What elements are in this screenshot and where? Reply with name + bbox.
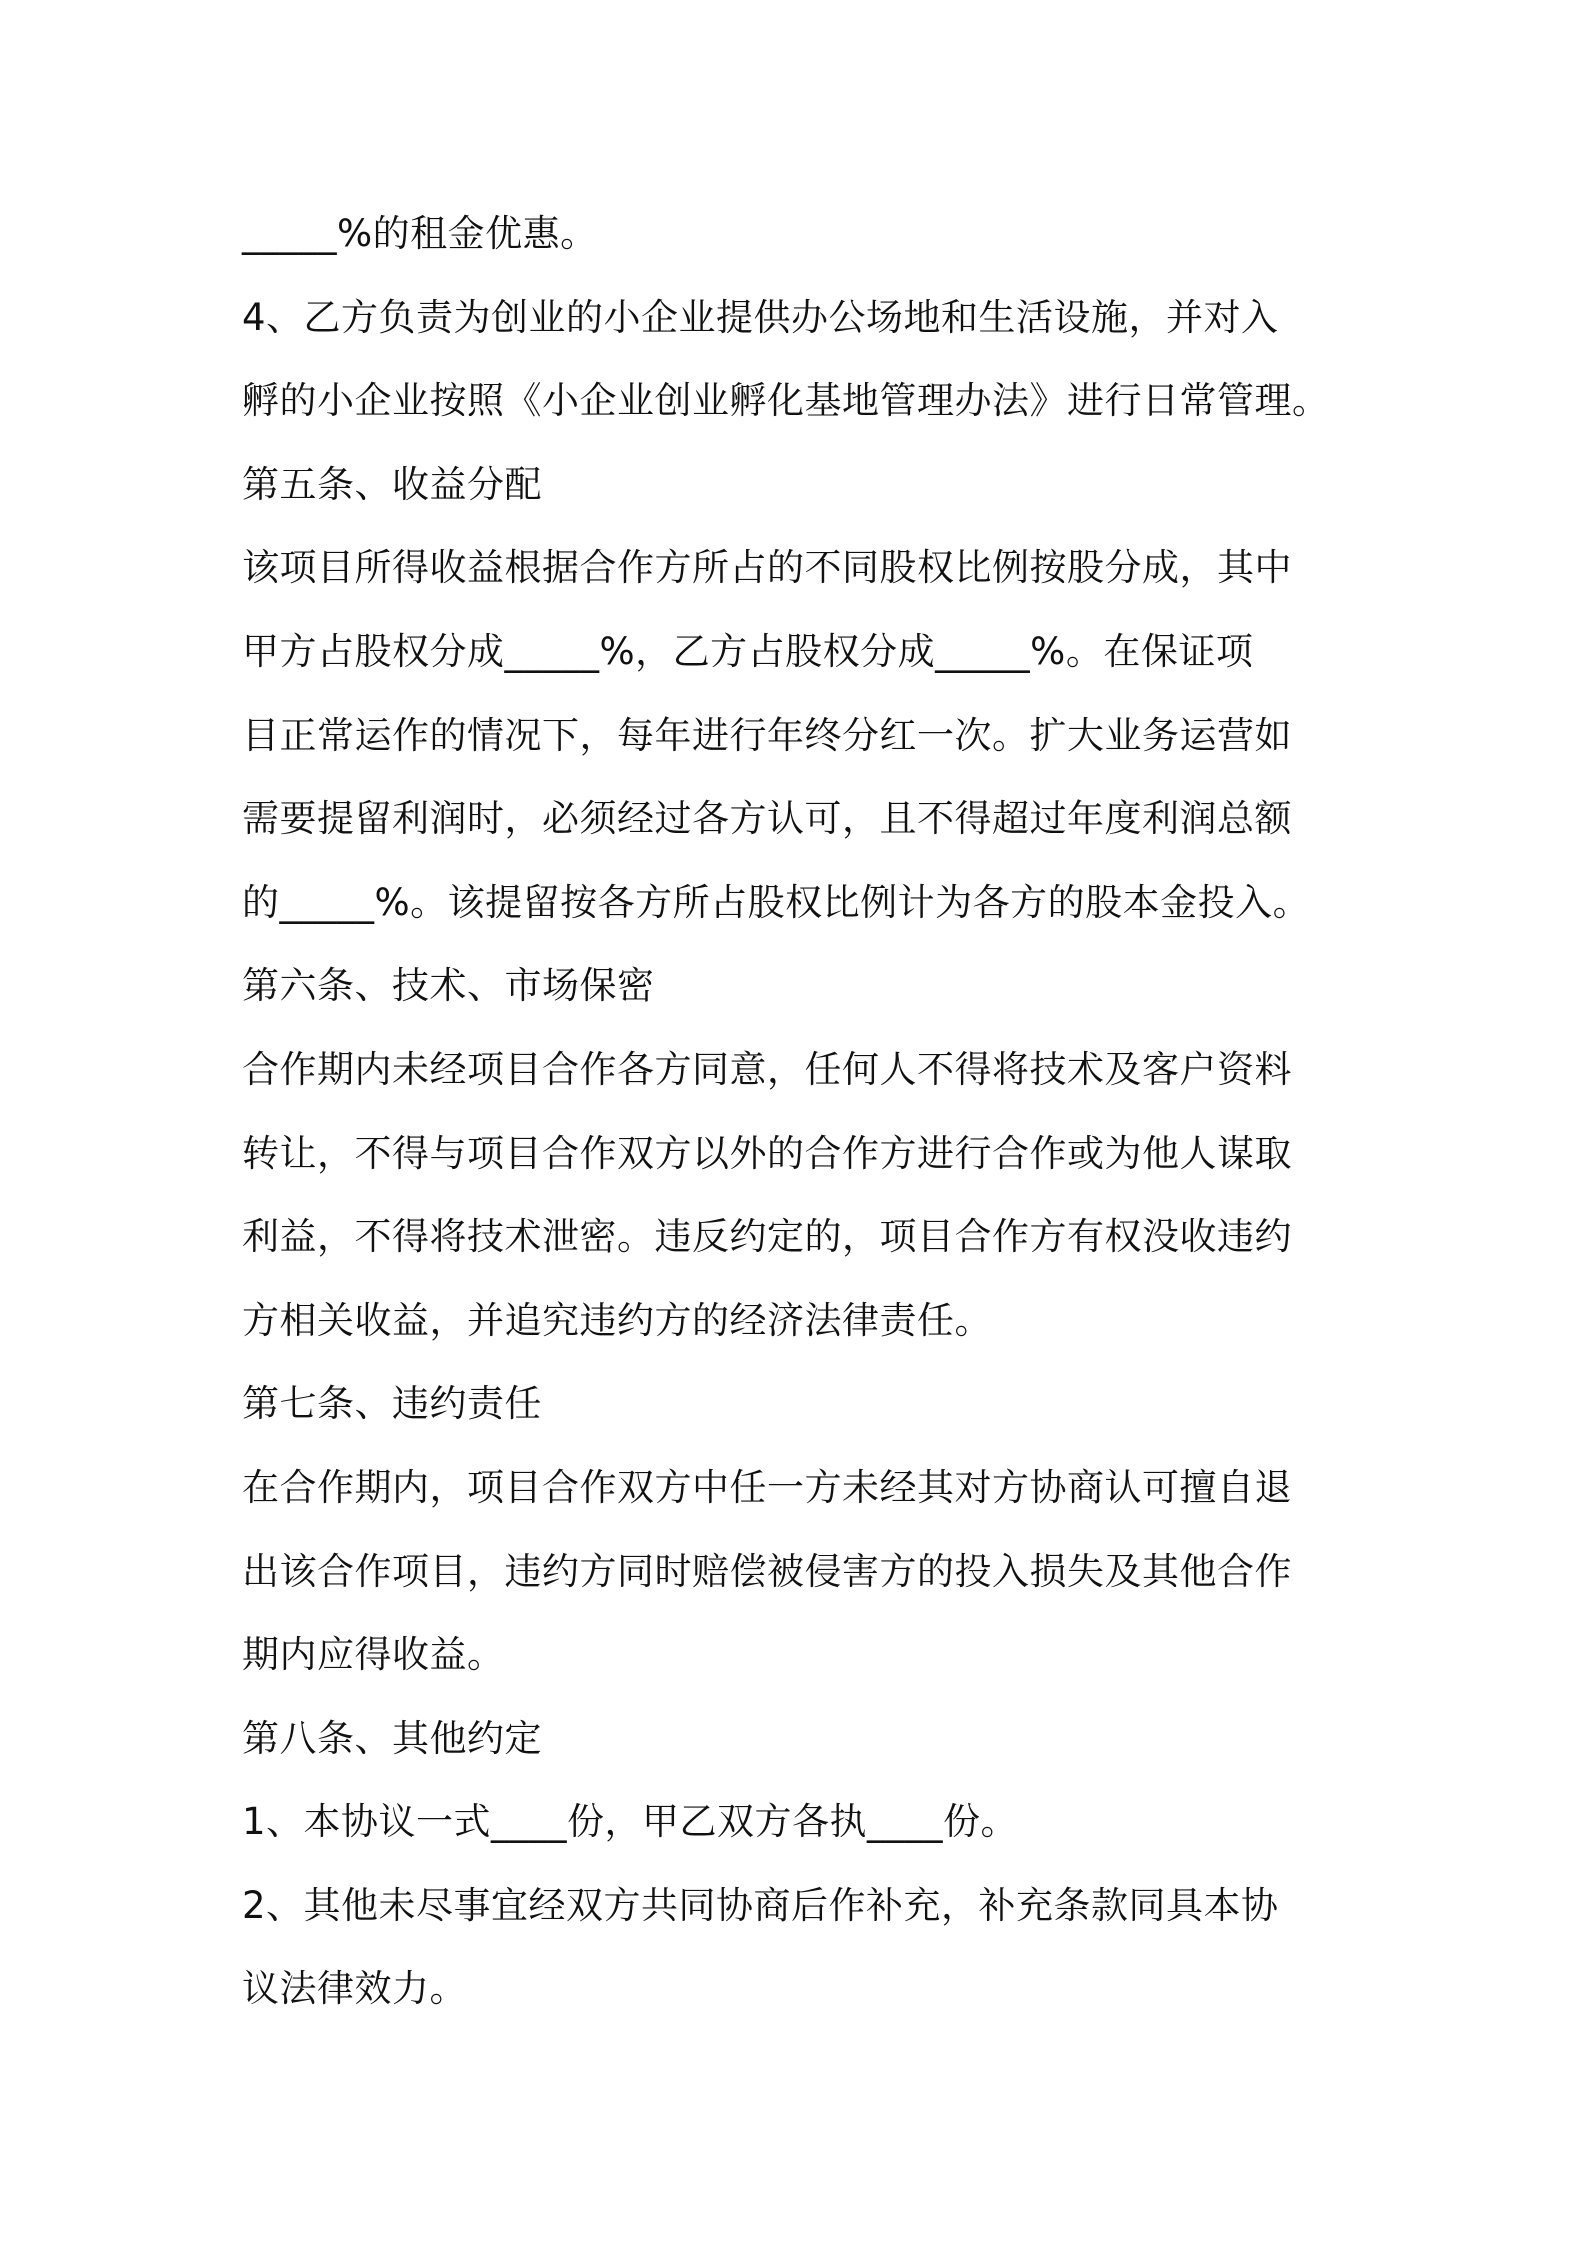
text-line: 需要提留利润时，必须经过各方认可，且不得超过年度利润总额 bbox=[242, 797, 1292, 841]
text-line: 合作期内未经项目合作各方同意，任何人不得将技术及客户资料 bbox=[242, 1047, 1292, 1091]
text-line: _____%的租金优惠。 bbox=[242, 212, 598, 255]
text-line: 该项目所得收益根据合作方所占的不同股权比例按股分成，其中 bbox=[242, 546, 1292, 590]
section-heading: 第五条、收益分配 bbox=[242, 462, 542, 506]
text-line: 目正常运作的情况下，每年进行年终分红一次。扩大业务运营如 bbox=[242, 713, 1292, 757]
section-heading: 第六条、技术、市场保密 bbox=[242, 964, 655, 1008]
text-line: 议法律效力。 bbox=[242, 1967, 467, 2011]
text-line: 孵的小企业按照《小企业创业孵化基地管理办法》进行日常管理。 bbox=[242, 379, 1330, 423]
text-line: 甲方占股权分成_____%，乙方占股权分成_____%。在保证项 bbox=[242, 629, 1254, 673]
text-line: 在合作期内，项目合作双方中任一方未经其对方协商认可擅自退 bbox=[242, 1465, 1292, 1509]
text-line: 利益，不得将技术泄密。违反约定的，项目合作方有权没收违约 bbox=[242, 1215, 1292, 1259]
section-heading: 第七条、违约责任 bbox=[242, 1382, 542, 1426]
text-line: 4、乙方负责为创业的小企业提供办公场地和生活设施，并对入 bbox=[242, 295, 1279, 339]
document-body bbox=[242, 192, 1382, 2031]
text-line: 转让，不得与项目合作双方以外的合作方进行合作或为他人谋取 bbox=[242, 1131, 1292, 1175]
text-line: 1、本协议一式____份，甲乙双方各执____份。 bbox=[242, 1800, 1019, 1844]
text-line: 出该合作项目，违约方同时赔偿被侵害方的投入损失及其他合作 bbox=[242, 1549, 1292, 1593]
text-line: 方相关收益，并追究违约方的经济法律责任。 bbox=[242, 1298, 992, 1342]
text-line: 2、其他未尽事宜经双方共同协商后作补充，补充条款同具本协 bbox=[242, 1883, 1279, 1927]
text-line: 的_____%。该提留按各方所占股权比例计为各方的股本金投入。 bbox=[242, 880, 1311, 924]
section-heading: 第八条、其他约定 bbox=[242, 1716, 542, 1760]
text-line: 期内应得收益。 bbox=[242, 1633, 505, 1677]
